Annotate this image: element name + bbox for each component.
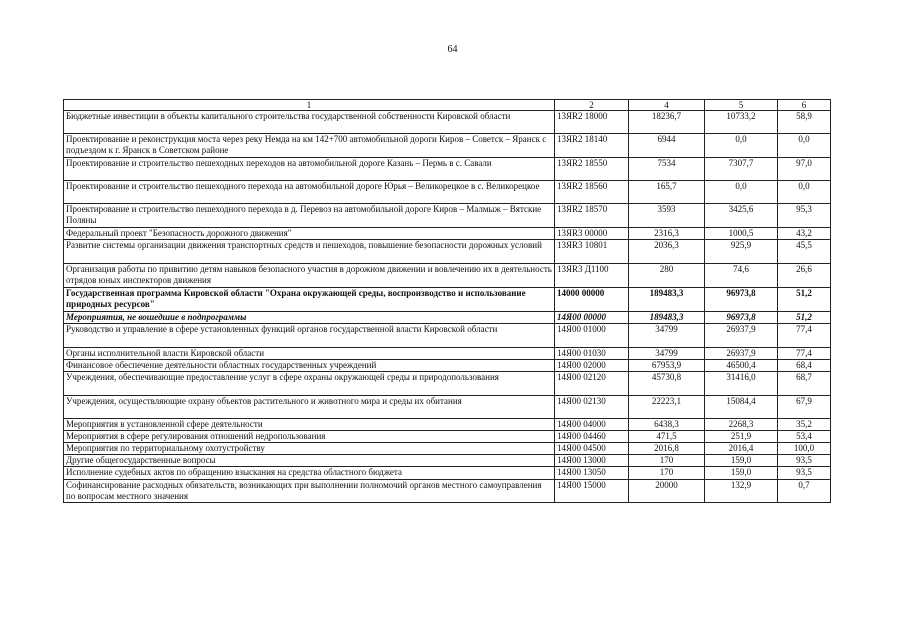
row-name-cell: Развитие системы организации движения транспортных средств и пешеходов, повышение безопасности дорожных условий: [64, 240, 555, 264]
row-name-cell: Государственная программа Кировской области "Охрана окружающей среды, воспроизводство и использование природных ресурсов": [64, 288, 555, 312]
row-code-cell: 14Я00 02000: [555, 360, 629, 372]
row-percent-cell: 51,2: [778, 312, 831, 324]
row-plan-cell: 45730,8: [629, 372, 705, 396]
row-actual-cell: 26937,9: [705, 324, 778, 348]
row-code-cell: 14Я00 15000: [555, 480, 629, 503]
table-row: [64, 372, 831, 396]
row-plan-cell: 34799: [629, 348, 705, 360]
table-row: [64, 348, 831, 360]
column-header: 1: [64, 100, 555, 111]
row-code-cell: 14Я00 01000: [555, 324, 629, 348]
table-row: [64, 181, 831, 204]
row-plan-cell: 471,5: [629, 431, 705, 443]
row-percent-cell: 26,6: [778, 264, 831, 288]
row-plan-cell: 67953,9: [629, 360, 705, 372]
table-row: [64, 240, 831, 264]
row-actual-cell: 925,9: [705, 240, 778, 264]
row-percent-cell: 93,5: [778, 467, 831, 480]
table-row: [64, 264, 831, 288]
column-header: 2: [555, 100, 629, 111]
row-percent-cell: 97,0: [778, 158, 831, 181]
table-row: [64, 312, 831, 324]
row-actual-cell: 96973,8: [705, 312, 778, 324]
row-percent-cell: 93,5: [778, 455, 831, 467]
row-code-cell: 14000 00000: [555, 288, 629, 312]
row-code-cell: 14Я00 04460: [555, 431, 629, 443]
row-name-cell: Мероприятия, не вошедшие в подпрограммы: [64, 312, 555, 324]
page-number: 64: [447, 44, 458, 55]
row-actual-cell: 159,0: [705, 467, 778, 480]
table-row: [64, 396, 831, 419]
row-percent-cell: 53,4: [778, 431, 831, 443]
row-percent-cell: 58,9: [778, 111, 831, 134]
row-percent-cell: 77,4: [778, 348, 831, 360]
row-code-cell: 14Я00 04500: [555, 443, 629, 455]
row-name-cell: Бюджетные инвестиции в объекты капитального строительства государственной собственности Кировской области: [64, 111, 555, 134]
row-actual-cell: 10733,2: [705, 111, 778, 134]
row-name-cell: Другие общегосударственные вопросы: [64, 455, 555, 467]
row-plan-cell: 3593: [629, 204, 705, 228]
row-actual-cell: 31416,0: [705, 372, 778, 396]
table-row: [64, 360, 831, 372]
row-code-cell: 13ЯR3 00000: [555, 228, 629, 240]
row-plan-cell: 2016,8: [629, 443, 705, 455]
row-code-cell: 13ЯR2 18140: [555, 134, 629, 158]
table-row: [64, 288, 831, 312]
row-code-cell: 14Я00 00000: [555, 312, 629, 324]
row-percent-cell: 0,0: [778, 181, 831, 204]
row-name-cell: Мероприятия в сфере регулирования отношений недропользования: [64, 431, 555, 443]
row-plan-cell: 34799: [629, 324, 705, 348]
row-actual-cell: 74,6: [705, 264, 778, 288]
row-name-cell: Мероприятия по территориальному охотустройству: [64, 443, 555, 455]
row-code-cell: 14Я00 13050: [555, 467, 629, 480]
row-code-cell: 14Я00 01030: [555, 348, 629, 360]
row-code-cell: 14Я00 02130: [555, 396, 629, 419]
row-plan-cell: 2036,3: [629, 240, 705, 264]
row-code-cell: 14Я00 13000: [555, 455, 629, 467]
column-header: 6: [778, 100, 831, 111]
row-plan-cell: 189483,3: [629, 312, 705, 324]
row-plan-cell: 165,7: [629, 181, 705, 204]
row-percent-cell: 51,2: [778, 288, 831, 312]
row-actual-cell: 3425,6: [705, 204, 778, 228]
row-plan-cell: 22223,1: [629, 396, 705, 419]
table-row: [64, 324, 831, 348]
row-name-cell: Софинансирование расходных обязательств, возникающих при выполнении полномочий органов местного самоуправления по вопросам местного значения: [64, 480, 555, 503]
row-actual-cell: 96973,8: [705, 288, 778, 312]
row-plan-cell: 189483,3: [629, 288, 705, 312]
row-plan-cell: 170: [629, 455, 705, 467]
row-actual-cell: 159,0: [705, 455, 778, 467]
row-actual-cell: 7307,7: [705, 158, 778, 181]
column-header: 4: [629, 100, 705, 111]
row-plan-cell: 6944: [629, 134, 705, 158]
table-row: [64, 111, 831, 134]
row-percent-cell: 67,9: [778, 396, 831, 419]
table-row: [64, 467, 831, 480]
row-plan-cell: 6438,3: [629, 419, 705, 431]
row-code-cell: 13ЯR2 18570: [555, 204, 629, 228]
table-row: [64, 480, 831, 503]
table-row: [64, 134, 831, 158]
row-code-cell: 14Я00 04000: [555, 419, 629, 431]
column-header: 5: [705, 100, 778, 111]
row-percent-cell: 43,2: [778, 228, 831, 240]
row-actual-cell: 15084,4: [705, 396, 778, 419]
row-percent-cell: 0,7: [778, 480, 831, 503]
table-row: [64, 204, 831, 228]
row-name-cell: Учреждения, осуществляющие охрану объектов растительного и животного мира и среды их обитания: [64, 396, 555, 419]
row-percent-cell: 35,2: [778, 419, 831, 431]
table-body: [64, 111, 831, 503]
row-name-cell: Органы исполнительной власти Кировской области: [64, 348, 555, 360]
row-percent-cell: 95,3: [778, 204, 831, 228]
row-actual-cell: 0,0: [705, 134, 778, 158]
row-code-cell: 13ЯR3 10801: [555, 240, 629, 264]
row-name-cell: Проектирование и строительство пешеходного перехода в д. Перевоз на автомобильной дороге Киров – Малмыж – Вятские Поляны: [64, 204, 555, 228]
budget-table: [63, 99, 831, 503]
row-name-cell: Проектирование и реконструкция моста через реку Немда на км 142+700 автомобильной дороги Киров – Советск – Яранск с подъездом к г. Яранск в Советском районе: [64, 134, 555, 158]
table-row: [64, 431, 831, 443]
row-percent-cell: 0,0: [778, 134, 831, 158]
row-actual-cell: 251,9: [705, 431, 778, 443]
row-name-cell: Федеральный проект "Безопасность дорожного движения": [64, 228, 555, 240]
row-name-cell: Организация работы по привитию детям навыков безопасного участия в дорожном движении и вовлечению их в деятельность отрядов юных инспекторов движения: [64, 264, 555, 288]
row-actual-cell: 26937,9: [705, 348, 778, 360]
row-code-cell: 13ЯR2 18560: [555, 181, 629, 204]
row-name-cell: Финансовое обеспечение деятельности областных государственных учреждений: [64, 360, 555, 372]
row-actual-cell: 132,9: [705, 480, 778, 503]
table-row: [64, 158, 831, 181]
row-percent-cell: 68,7: [778, 372, 831, 396]
table-row: [64, 443, 831, 455]
row-plan-cell: 7534: [629, 158, 705, 181]
row-actual-cell: 0,0: [705, 181, 778, 204]
header-row: [64, 100, 831, 111]
row-code-cell: 13ЯR3 Д1100: [555, 264, 629, 288]
row-name-cell: Проектирование и строительство пешеходного перехода на автомобильной дороге Юрья – Великорецкое в с. Великорецкое: [64, 181, 555, 204]
row-code-cell: 14Я00 02120: [555, 372, 629, 396]
row-plan-cell: 20000: [629, 480, 705, 503]
row-name-cell: Исполнение судебных актов по обращению взыскания на средства областного бюджета: [64, 467, 555, 480]
row-code-cell: 13ЯR2 18550: [555, 158, 629, 181]
table-row: [64, 455, 831, 467]
row-actual-cell: 2268,3: [705, 419, 778, 431]
row-plan-cell: 18236,7: [629, 111, 705, 134]
table-row: [64, 419, 831, 431]
row-actual-cell: 2016,4: [705, 443, 778, 455]
table-row: [64, 228, 831, 240]
row-percent-cell: 45,5: [778, 240, 831, 264]
row-percent-cell: 77,4: [778, 324, 831, 348]
row-actual-cell: 1000,5: [705, 228, 778, 240]
row-name-cell: Руководство и управление в сфере установленных функций органов государственной власти Кировской области: [64, 324, 555, 348]
row-code-cell: 13ЯR2 18000: [555, 111, 629, 134]
row-plan-cell: 280: [629, 264, 705, 288]
row-plan-cell: 2316,3: [629, 228, 705, 240]
row-percent-cell: 100,0: [778, 443, 831, 455]
row-name-cell: Мероприятия в установленной сфере деятельности: [64, 419, 555, 431]
row-plan-cell: 170: [629, 467, 705, 480]
row-percent-cell: 68,4: [778, 360, 831, 372]
row-name-cell: Проектирование и строительство пешеходных переходов на автомобильной дороге Казань – Пермь в с. Савали: [64, 158, 555, 181]
row-actual-cell: 46500,4: [705, 360, 778, 372]
row-name-cell: Учреждения, обеспечивающие предоставление услуг в сфере охраны окружающей среды и природопользования: [64, 372, 555, 396]
